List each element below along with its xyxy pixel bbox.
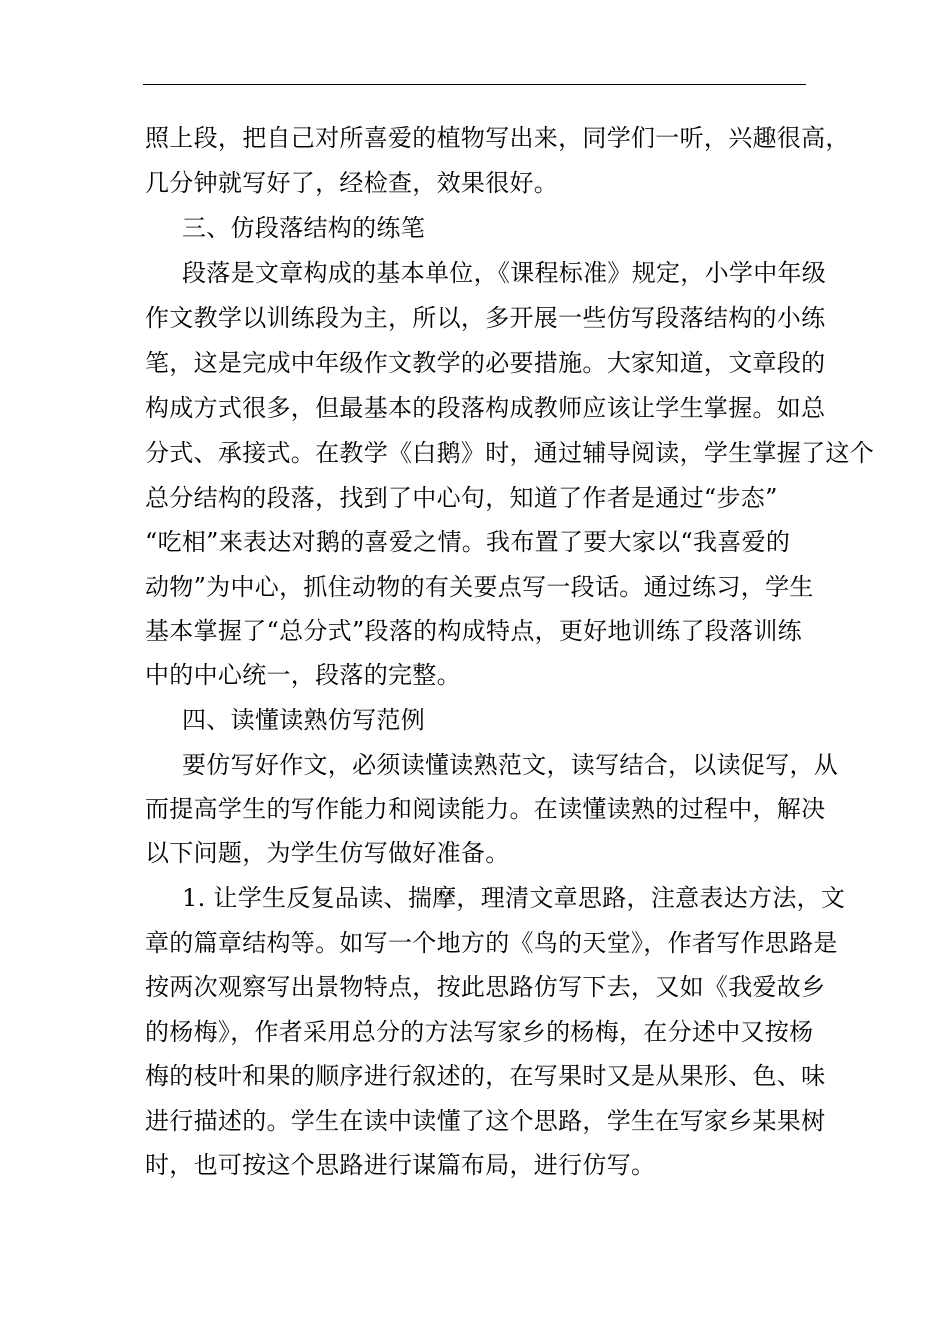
body-line: 分式、承接式。在教学《白鹅》时，通过辅导阅读，学生掌握了这个: [145, 439, 874, 467]
body-line: 以下问题，为学生仿写做好准备。: [145, 839, 510, 867]
body-line: 作文教学以训练段为主，所以，多开展一些仿写段落结构的小练: [145, 304, 826, 332]
body-line: 时，也可按这个思路进行谋篇布局，进行仿写。: [145, 1151, 656, 1179]
body-line: 几分钟就写好了，经检查，效果很好。: [145, 169, 559, 197]
body-line: 梅的枝叶和果的顺序进行叙述的，在写果时又是从果形、色、味: [145, 1062, 826, 1090]
body-line: 段落是文章构成的基本单位，《课程标准》规定，小学中年级: [182, 259, 827, 287]
body-line: 基本掌握了“总分式”段落的构成特点，更好地训练了段落训练: [145, 617, 802, 645]
body-line: “吃相”来表达对鹅的喜爱之情。我布置了要大家以“我喜爱的: [145, 528, 791, 556]
body-line: 进行描述的。学生在读中读懂了这个思路，学生在写家乡某果树: [145, 1107, 826, 1135]
section-heading: 三、仿段落结构的练笔: [182, 214, 425, 242]
body-line: 构成方式很多，但最基本的段落构成教师应该让学生掌握。如总: [145, 394, 826, 422]
body-line: 总分结构的段落，找到了中心句，知道了作者是通过“步态”: [145, 484, 778, 512]
section-heading: 四、读懂读熟仿写范例: [182, 706, 425, 734]
body-line: 的杨梅》，作者采用总分的方法写家乡的杨梅，在分述中又按杨: [145, 1018, 814, 1046]
body-line: 要仿写好作文，必须读懂读熟范文，读写结合，以读促写，从: [182, 751, 839, 779]
body-line: 而提高学生的写作能力和阅读能力。在读懂读熟的过程中，解决: [145, 795, 826, 823]
body-line: 章的篇章结构等。如写一个地方的《鸟的天堂》，作者写作思路是: [145, 929, 838, 957]
header-rule: [143, 84, 806, 85]
numbered-item-line: 1. 让学生反复品读、揣摩，理清文章思路，注意表达方法，文: [182, 884, 846, 912]
body-line: 笔，这是完成中年级作文教学的必要措施。大家知道，文章段的: [145, 349, 826, 377]
body-line: 按两次观察写出景物特点，按此思路仿写下去，又如《我爱故乡: [145, 973, 826, 1001]
body-line: 照上段，把自己对所喜爱的植物写出来，同学们一听，兴趣很高，: [145, 124, 850, 152]
body-line: 动物”为中心，抓住动物的有关要点写一段话。通过练习，学生: [145, 573, 814, 601]
body-line: 中的中心统一，段落的完整。: [145, 661, 461, 689]
